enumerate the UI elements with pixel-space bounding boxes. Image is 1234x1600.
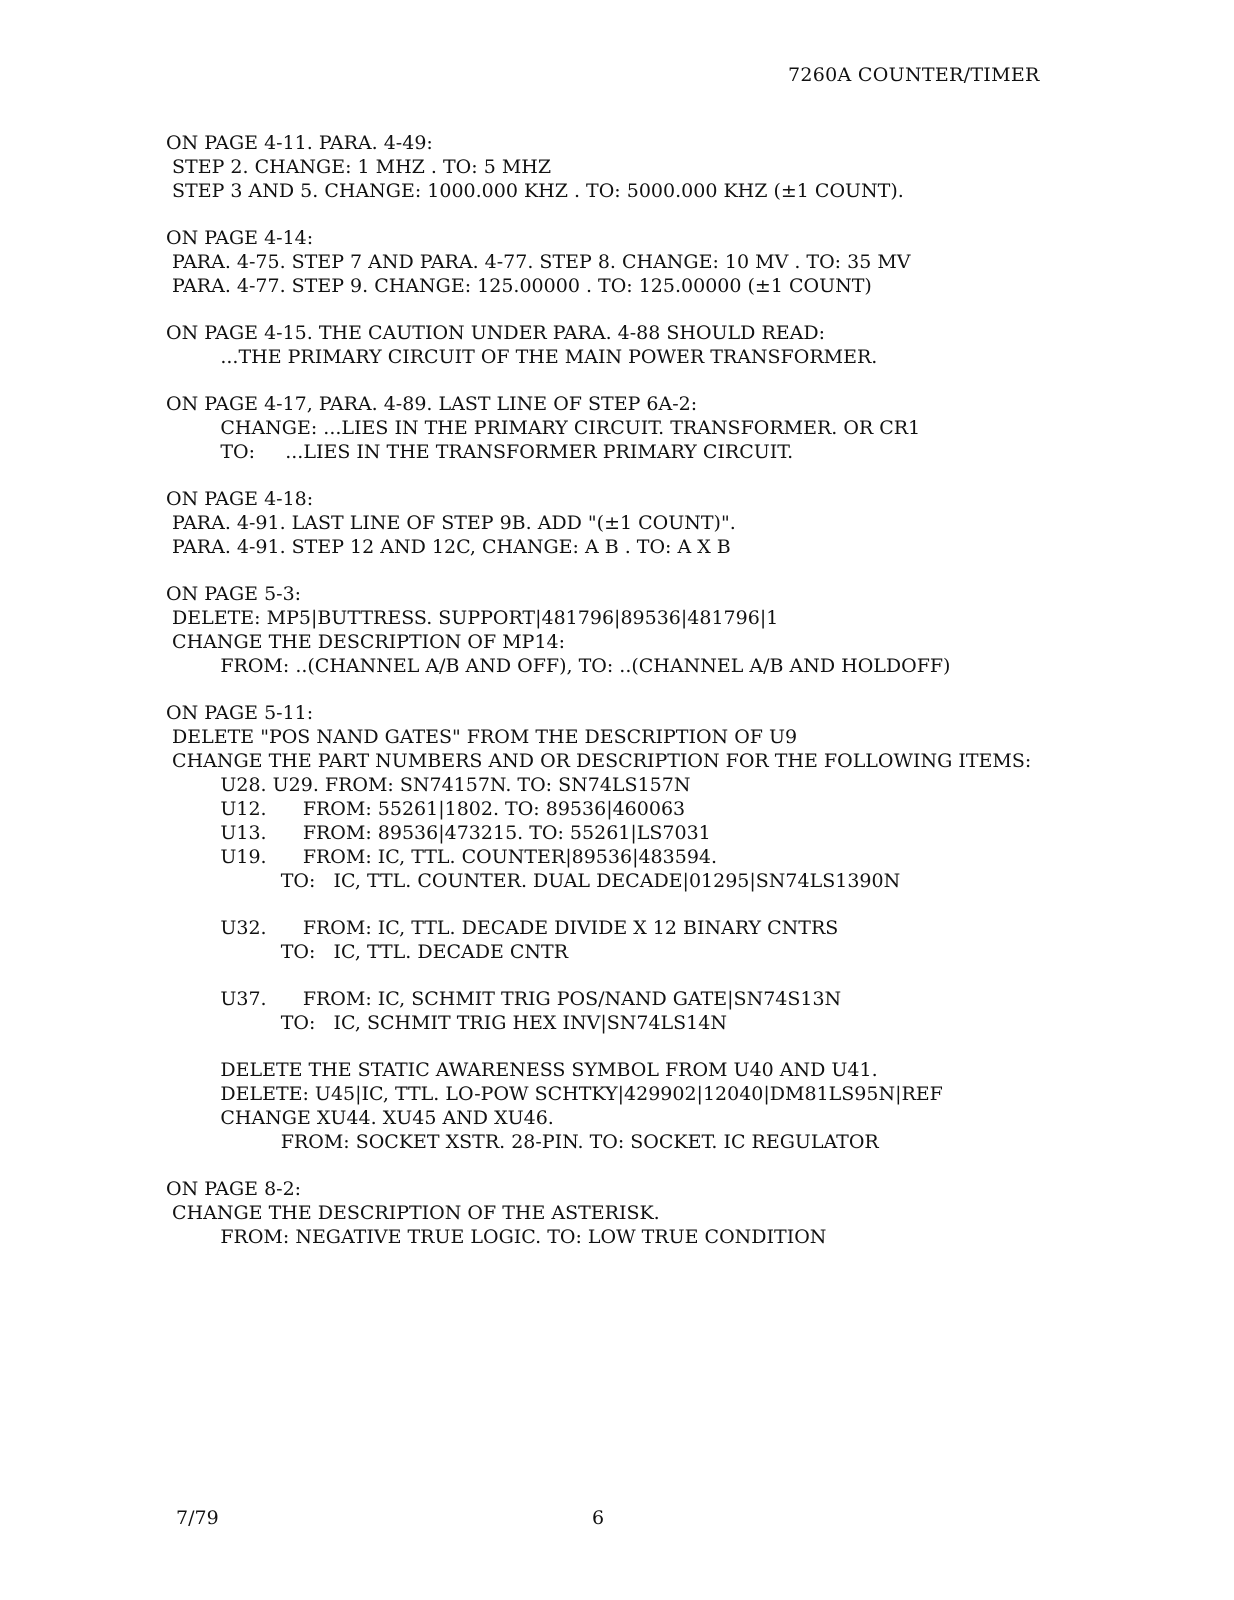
document-line: ON PAGE 4-15. THE CAUTION UNDER PARA. 4-88 SHOULD READ: (166, 322, 825, 344)
document-line: FROM: NEGATIVE TRUE LOGIC. TO: LOW TRUE CONDITION (166, 1226, 827, 1248)
document-line: DELETE THE STATIC AWARENESS SYMBOL FROM U40 AND U41. (166, 1059, 878, 1081)
document-line: ON PAGE 4-14: (166, 227, 314, 249)
blank-line (166, 678, 1206, 701)
document-header-title: 7260A COUNTER/TIMER (788, 64, 1040, 86)
document-line: DELETE "POS NAND GATES" FROM THE DESCRIPTION OF U9 (166, 726, 798, 748)
document-line: TO: ...LIES IN THE TRANSFORMER PRIMARY CIRCUIT. (166, 441, 794, 463)
document-line: ON PAGE 4-18: (166, 488, 314, 510)
document-line: U37. FROM: IC, SCHMIT TRIG POS/NAND GATE|SN74S13N (166, 988, 842, 1010)
document-line: ON PAGE 4-17, PARA. 4-89. LAST LINE OF STEP 6A-2: (166, 393, 698, 415)
blank-line (166, 964, 1206, 987)
document-line: CHANGE: ...LIES IN THE PRIMARY CIRCUIT. TRANSFORMER. OR CR1 (166, 417, 921, 439)
document-line: PARA. 4-91. STEP 12 AND 12C, CHANGE: A B . TO: A X B (166, 536, 731, 558)
blank-line (166, 559, 1206, 582)
document-line: TO: IC, TTL. DECADE CNTR (166, 941, 569, 963)
document-line: FROM: ..(CHANNEL A/B AND OFF), TO: ..(CHANNEL A/B AND HOLDOFF) (166, 655, 951, 677)
document-line: TO: IC, TTL. COUNTER. DUAL DECADE|01295|SN74LS1390N (166, 870, 901, 892)
blank-line (166, 298, 1206, 321)
document-line: U32. FROM: IC, TTL. DECADE DIVIDE X 12 BINARY CNTRS (166, 917, 839, 939)
document-line: PARA. 4-91. LAST LINE OF STEP 9B. ADD "(±1 COUNT)". (166, 512, 736, 534)
blank-line (166, 1154, 1206, 1177)
document-line: ON PAGE 8-2: (166, 1178, 302, 1200)
document-line: U12. FROM: 55261|1802. TO: 89536|460063 (166, 798, 686, 820)
document-line: TO: IC, SCHMIT TRIG HEX INV|SN74LS14N (166, 1012, 727, 1034)
document-line: STEP 2. CHANGE: 1 MHZ . TO: 5 MHZ (166, 156, 552, 178)
blank-line (166, 1035, 1206, 1058)
footer-page-number: 6 (592, 1507, 605, 1529)
document-line: ...THE PRIMARY CIRCUIT OF THE MAIN POWER TRANSFORMER. (166, 346, 878, 368)
blank-line (166, 203, 1206, 226)
blank-line (166, 369, 1206, 392)
footer-date: 7/79 (176, 1507, 219, 1529)
document-line: ON PAGE 5-3: (166, 583, 302, 605)
errata-body (166, 131, 1206, 1249)
document-line: ON PAGE 4-11. PARA. 4-49: (166, 132, 433, 154)
document-line: CHANGE THE DESCRIPTION OF MP14: (166, 631, 566, 653)
document-line: PARA. 4-77. STEP 9. CHANGE: 125.00000 . TO: 125.00000 (±1 COUNT) (166, 275, 872, 297)
blank-line (166, 893, 1206, 916)
blank-line (166, 464, 1206, 487)
document-line: DELETE: U45|IC, TTL. LO-POW SCHTKY|429902|12040|DM81LS95N|REF (166, 1083, 943, 1105)
document-line: DELETE: MP5|BUTTRESS. SUPPORT|481796|89536|481796|1 (166, 607, 779, 629)
document-line: U13. FROM: 89536|473215. TO: 55261|LS7031 (166, 822, 711, 844)
document-line: U19. FROM: IC, TTL. COUNTER|89536|483594. (166, 846, 718, 868)
document-line: CHANGE XU44. XU45 AND XU46. (166, 1107, 554, 1129)
document-line: CHANGE THE PART NUMBERS AND OR DESCRIPTION FOR THE FOLLOWING ITEMS: (166, 750, 1032, 772)
document-line: FROM: SOCKET XSTR. 28-PIN. TO: SOCKET. IC REGULATOR (166, 1131, 879, 1153)
document-line: PARA. 4-75. STEP 7 AND PARA. 4-77. STEP 8. CHANGE: 10 MV . TO: 35 MV (166, 251, 911, 273)
document-line: ON PAGE 5-11: (166, 702, 314, 724)
document-line: CHANGE THE DESCRIPTION OF THE ASTERISK. (166, 1202, 660, 1224)
document-line: U28. U29. FROM: SN74157N. TO: SN74LS157N (166, 774, 691, 796)
document-line: STEP 3 AND 5. CHANGE: 1000.000 KHZ . TO: 5000.000 KHZ (±1 COUNT). (166, 180, 904, 202)
